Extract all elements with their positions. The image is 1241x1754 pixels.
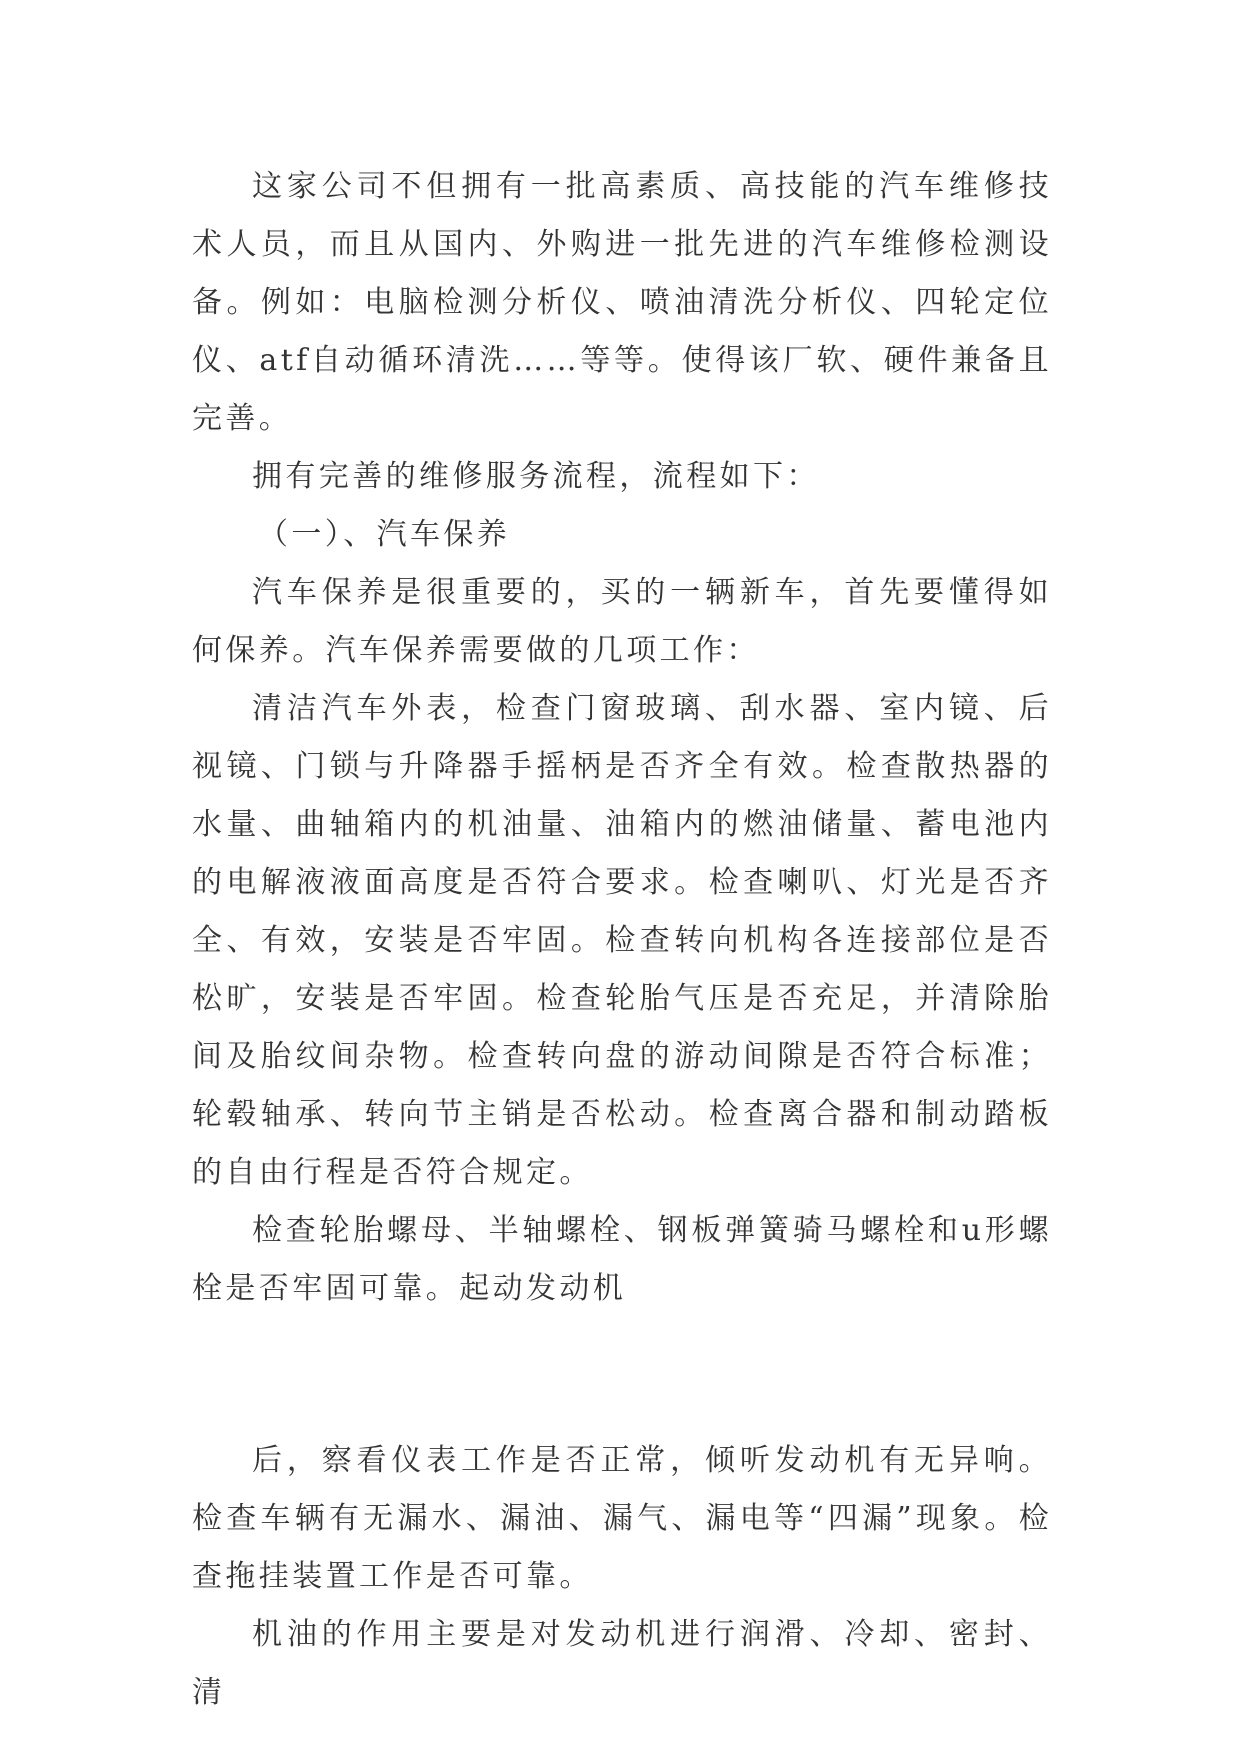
paragraph-inspection-list: 清洁汽车外表，检查门窗玻璃、刮水器、室内镜、后视镜、门锁与升降器手摇柄是否齐全有效。检查散热器的水量、曲轴箱内的机油量、油箱内的燃油储量、蓄电池内的电解液液面高度是否符合要求。检查喇叭、灯光是否齐全、有效，安装是否牢固。检查转向机构各连接部位是否松旷，安装是否牢固。检查轮胎气压是否充足，并清除胎间及胎纹间杂物。检查转向盘的游动间隙是否符合标准；轮毂轴承、转向节主销是否松动。检查离合器和制动踏板的自由行程是否符合规定。 (192, 691, 1052, 1190)
paragraph-company-intro: 这家公司不但拥有一批高素质、高技能的汽车维修技术人员，而且从国内、外购进一批先进的汽车维修检测设备。例如：电脑检测分析仪、喷油清洗分析仪、四轮定位仪、atf自动循环清洗……等等。使得该厂软、硬件兼备且完善。 (192, 169, 1052, 436)
paragraph-service-process: 拥有完善的维修服务流程，流程如下： (252, 459, 820, 494)
paragraph-engine-check: 后，察看仪表工作是否正常，倾听发动机有无异响。检查车辆有无漏水、漏油、漏气、漏电等“四漏”现象。检查拖挂装置工作是否可靠。 (192, 1443, 1052, 1594)
paragraph-maintenance-importance: 汽车保养是很重要的，买的一辆新车，首先要懂得如何保养。汽车保养需要做的几项工作： (192, 575, 1052, 668)
paragraph-oil-function: 机油的作用主要是对发动机进行润滑、冷却、密封、清 (192, 1617, 1052, 1710)
section-heading-maintenance: （一）、汽车保养 (258, 517, 511, 552)
paragraph-gap (192, 1318, 1052, 1432)
paragraph-bolts-check: 检查轮胎螺母、半轴螺栓、钢板弹簧骑马螺栓和u形螺栓是否牢固可靠。起动发动机 (192, 1213, 1052, 1306)
body-text (192, 158, 1052, 1722)
